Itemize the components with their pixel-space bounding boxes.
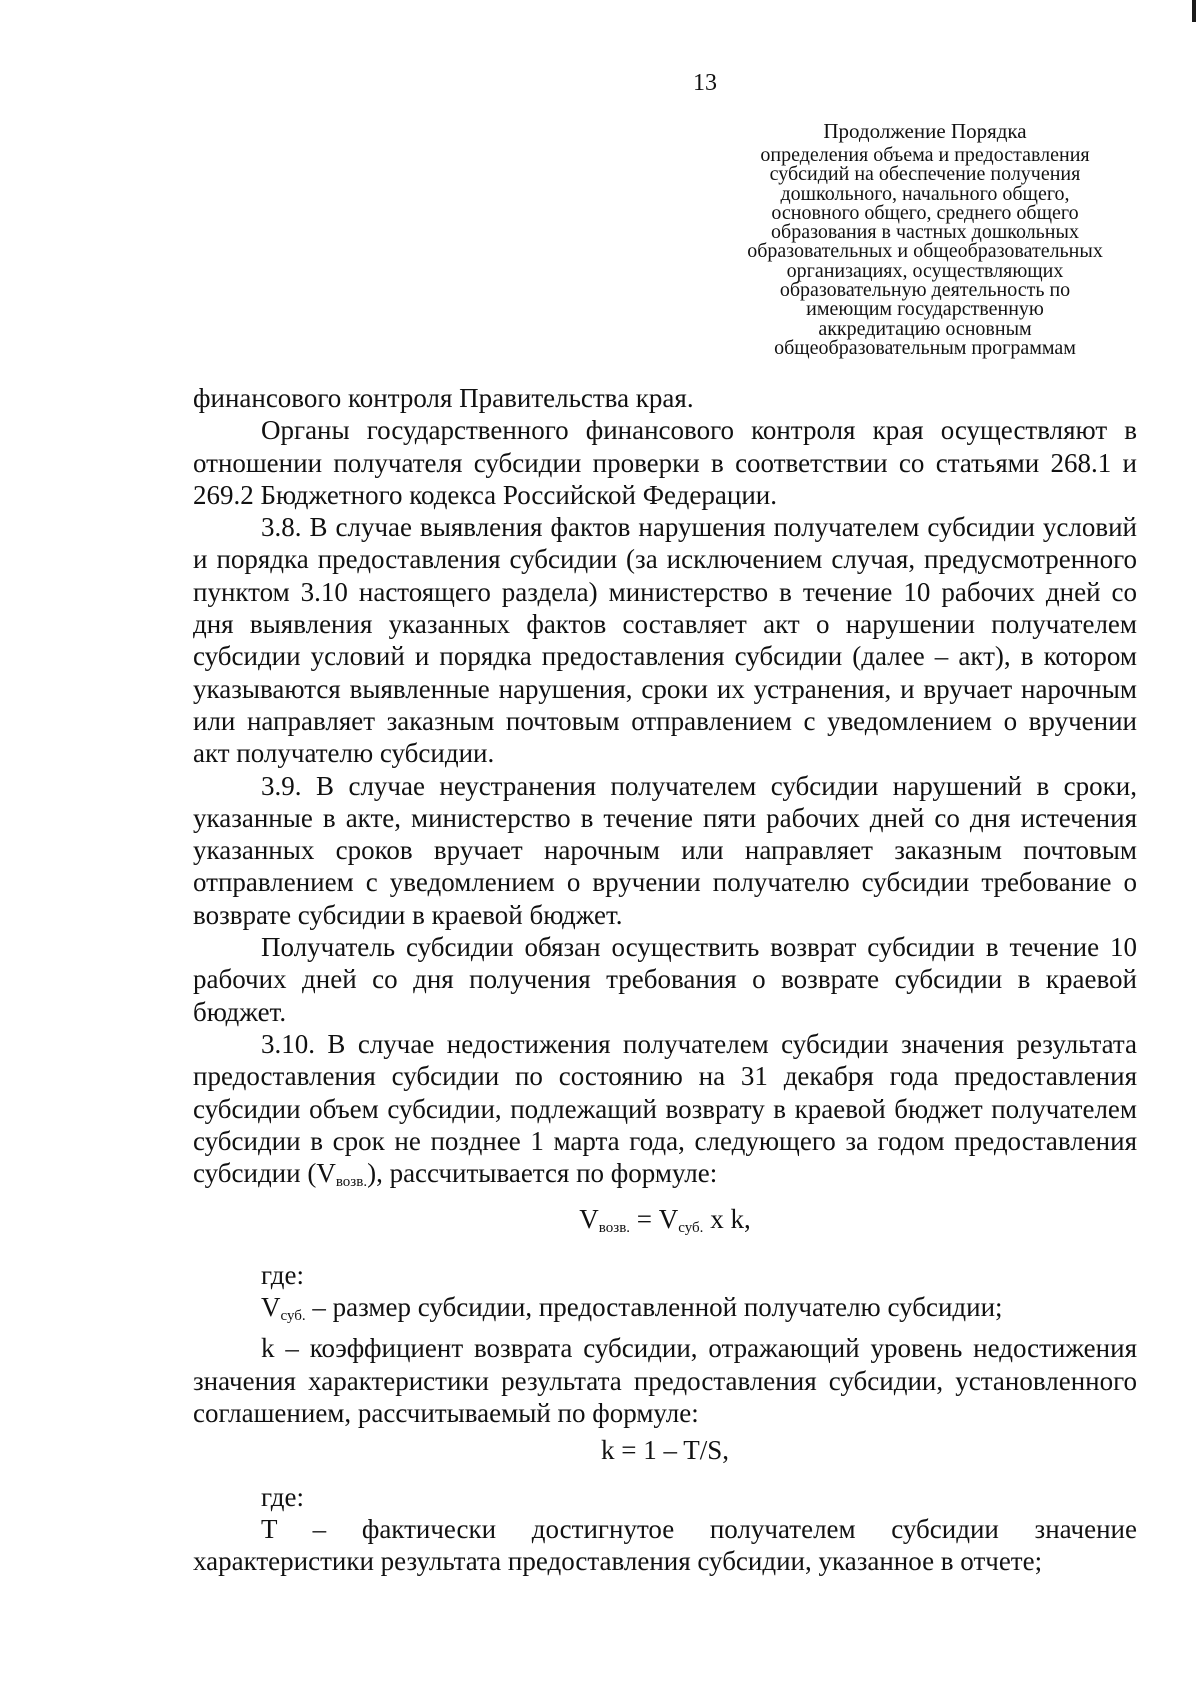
scan-edge-mark [1192,0,1196,22]
subscript-vozv: возв. [335,1174,368,1191]
formula-rhs-subscript: суб. [678,1220,704,1237]
definition-v-symbol: V [261,1292,281,1323]
paragraph-3-10 [193,1028,1137,1198]
document-header [715,118,1135,358]
definition-v-text: – размер субсидии, предоставленной получателю субсидии; [305,1292,1003,1323]
header-line: образовательных и общеобразовательных [747,240,1103,263]
header-line: основного общего, среднего общего [771,201,1079,224]
paragraph-return-obligation: Получатель субсидии обязан осуществить возврат субсидии в течение 10 рабочих дней со дня получения требования о возврате субсидии в краевой бюджет. [193,932,1137,1027]
where-label: где: [261,1481,304,1512]
formula-lhs-subscript: возв. [598,1220,631,1237]
definition-k: k – коэффициент возврата субсидии, отражающий уровень недостижения значения характеристики результата предоставления субсидии, установленного соглашением, рассчитываемый по формуле: [193,1333,1137,1428]
paragraph-3-8: 3.8. В случае выявления фактов нарушения получателем субсидии условий и порядка предоставления субсидии (за исключением случая, предусмотренного пунктом 3.10 настоящего раздела) министерство в течение 10 рабочих дней со дня выявления указанных фактов составляет акт о нарушении получателем субсидии условий и порядка предоставления субсидии (далее – акт), в котором указываются выявленные нарушения, сроки их устранения, и вручает нарочным или направляет заказным почтовым отправлением с уведомлением о вручении акт получателю субсидии. [193,512,1137,769]
header-line: общеобразовательным программам [774,336,1076,359]
header-line: дошкольного, начального общего, [780,182,1070,205]
header-line: образования в частных дошкольных [771,221,1079,244]
page-number: 13 [693,70,717,96]
header-line: определения объема и предоставления [760,144,1090,166]
document-body [193,382,1137,1577]
formula-v-return [193,1203,1137,1244]
header-line: аккредитацию основным [818,317,1032,340]
paragraph-continuation: финансового контроля Правительства края. [193,383,694,413]
definition-v-subscript: суб. [280,1308,306,1325]
paragraph-3-9: 3.9. В случае неустранения получателем субсидии нарушений в сроки, указанные в акте, министерство в течение пяти рабочих дней со дня истечения указанных сроков вручает нарочным или направляет заказным почтовым отправлением с уведомлением о вручении получателю субсидии требование о возврате субсидии в краевой бюджет. [193,770,1137,930]
header-line: организациях, осуществляющих [786,259,1064,282]
header-line: имеющим государственную [806,298,1044,321]
where-label: где: [261,1259,304,1290]
formula-lhs: V [579,1204,599,1235]
paragraph-control-bodies: Органы государственного финансового контроля края осуществляют в отношении получателя субсидии проверки в соответствии со статьями 268.1 и 269.2 Бюджетного кодекса Российской Федерации. [193,415,1137,510]
formula-k: k = 1 – T/S, [601,1435,729,1466]
formula-equals: = V [630,1204,679,1235]
paragraph-3-10-text: 3.10. В случае недостижения получателем субсидии значения результата предоставления субсидии по состоянию на 31 декабря года предоставления субсидии объем субсидии, подлежащий возврату в краевой бюджет получателем субсидии в срок не позднее 1 марта года, следующего за годом предоставления субсидии (V [193,1028,1137,1189]
paragraph-3-10-tail: ), рассчитывается по формуле: [367,1158,718,1189]
header-continuation: Продолжение Порядка [823,119,1027,143]
header-line: субсидий на обеспечение получения [769,163,1081,186]
header-line: образовательную деятельность по [779,279,1071,302]
definition-t: T – фактически достигнутое получателем субсидии значение характеристики результата предоставления субсидии, указанное в отчете; [193,1513,1137,1577]
formula-tail: x k, [703,1204,751,1235]
definition-v-subsidy [193,1291,1137,1332]
